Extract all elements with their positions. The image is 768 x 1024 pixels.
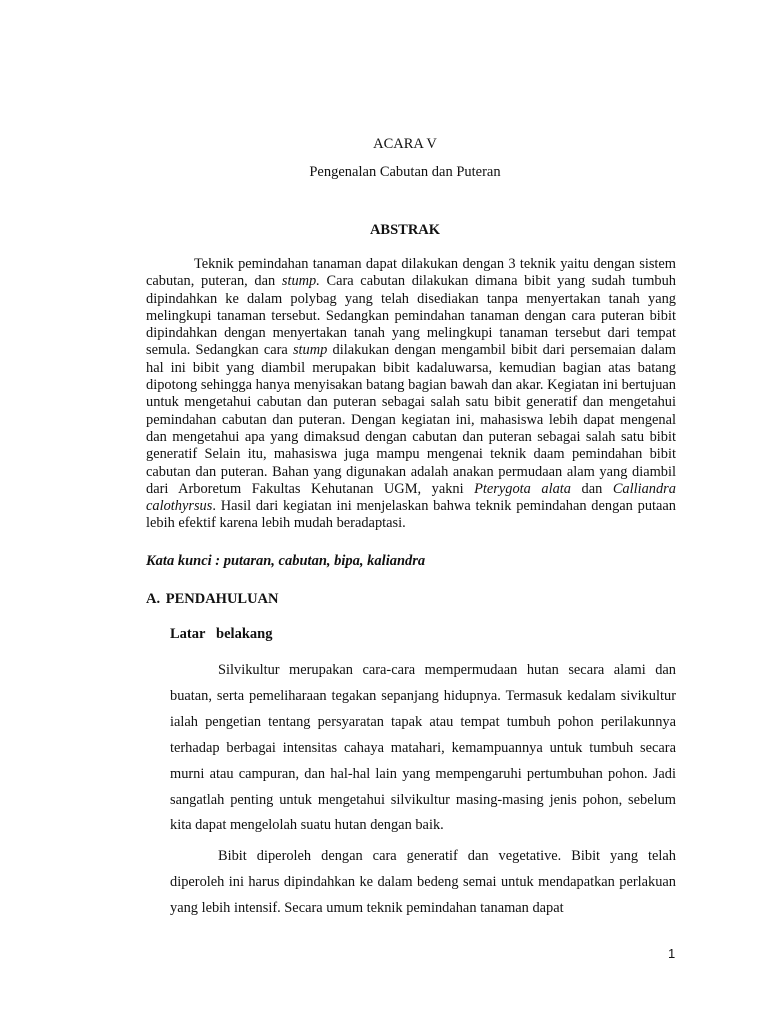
abstract-text: . Hasil dari kegiatan ini menjelaskan bahwa teknik pemindahan dengan putaan lebih efektif karena lebih mudah beradaptasi. xyxy=(146,498,676,532)
abstract-text: Cara cabutan dilakukan dimana bibit yang sudah tumbuh dipindahkan ke dalam polybag yang telah disediakan tanpa menyertakan tanah yang melingkupi tanaman tersebut. Sedangkan pemindahan tanaman dengan cara puteran bibit dipindahkan dengan menyertakan tanah yang melingkupi tanaman tersebut dari tempat semula. Sedangkan cara xyxy=(146,273,676,359)
abstract-heading: ABSTRAK xyxy=(369,222,441,238)
species-name: Pterygota alata xyxy=(474,480,571,497)
italic-term: stump. xyxy=(281,273,320,290)
paragraph-text: Silvikultur merupakan cara-cara mempermudaan hutan secara alami dan buatan, serta pemeliharaan tegakan sepanjang hidupnya. Termasuk kedalam sivikultur ialah pengetian tentang persyaratan tapak atau tempat tumbuh pohon perilakunnya terhadap berbagai intensitas cahaya matahari, kemampuannya untuk tumbuh secara murni atau campuran, dan hal-hal lain yang mempengaruhi pertumbuhan pohon. Jadi sangatlah penting untuk mengetahui silvikultur masing-masing jenis pohon, sebelum kita dapat mengelolah suatu hutan dengan baik. xyxy=(170,662,676,834)
chapter-subtitle: Pengenalan Cabutan dan Puteran xyxy=(309,164,501,180)
italic-term: stump xyxy=(292,342,328,359)
species-name: Calliandra calothyrsus xyxy=(146,480,676,515)
keywords: Kata kunci : putaran, cabutan, bipa, kaliandra xyxy=(146,553,426,569)
subsection-heading: Latar belakang xyxy=(170,626,273,642)
body-paragraph xyxy=(170,658,676,839)
body-paragraph xyxy=(170,844,676,922)
section-heading: A. PENDAHULUAN xyxy=(146,591,279,607)
page-number: 1 xyxy=(668,946,676,961)
paragraph-text: Bibit diperoleh dengan cara generatif dan vegetative. Bibit yang telah diperoleh ini harus dipindahkan ke dalam bedeng semai untuk mendapatkan perlakuan yang lebih intensif. Secara umum teknik pemindahan tanaman dapat xyxy=(170,848,676,916)
abstract-text: Teknik pemindahan tanaman dapat dilakukan dengan 3 teknik yaitu dengan sistem cabutan, puteran, dan xyxy=(146,256,676,290)
abstract-text: dilakukan dengan mengambil bibit dari persemaian dalam hal ini bibit yang diambil merupakan bibit kadaluwarsa, kemudian bagian atas batang dipotong sehingga hanya menyisakan batang bagian bawah dan akar. Kegiatan ini bertujuan untuk mengetahui cabutan dan puteran sebagai salah satu bibit generatif dan mengetahui pemindahan cabutan dan puteran. Dengan kegiatan ini, mahasiswa lebih dapat mengenal dan mengetahui apa yang dimaksud dengan cabutan dan puteran sebagai salah satu bibit generatif Selain itu, mahasiswa juga mampu mengenai teknik daam pemindahan bibit cabutan dan puteran. Bahan yang digunakan adalah anakan permudaan alam yang diambil dari Arboretum Fakultas Kehutanan UGM, yakni xyxy=(146,342,676,497)
abstract-text: dan xyxy=(570,480,613,497)
abstract-body xyxy=(146,256,676,533)
chapter-title: ACARA V xyxy=(373,136,437,152)
